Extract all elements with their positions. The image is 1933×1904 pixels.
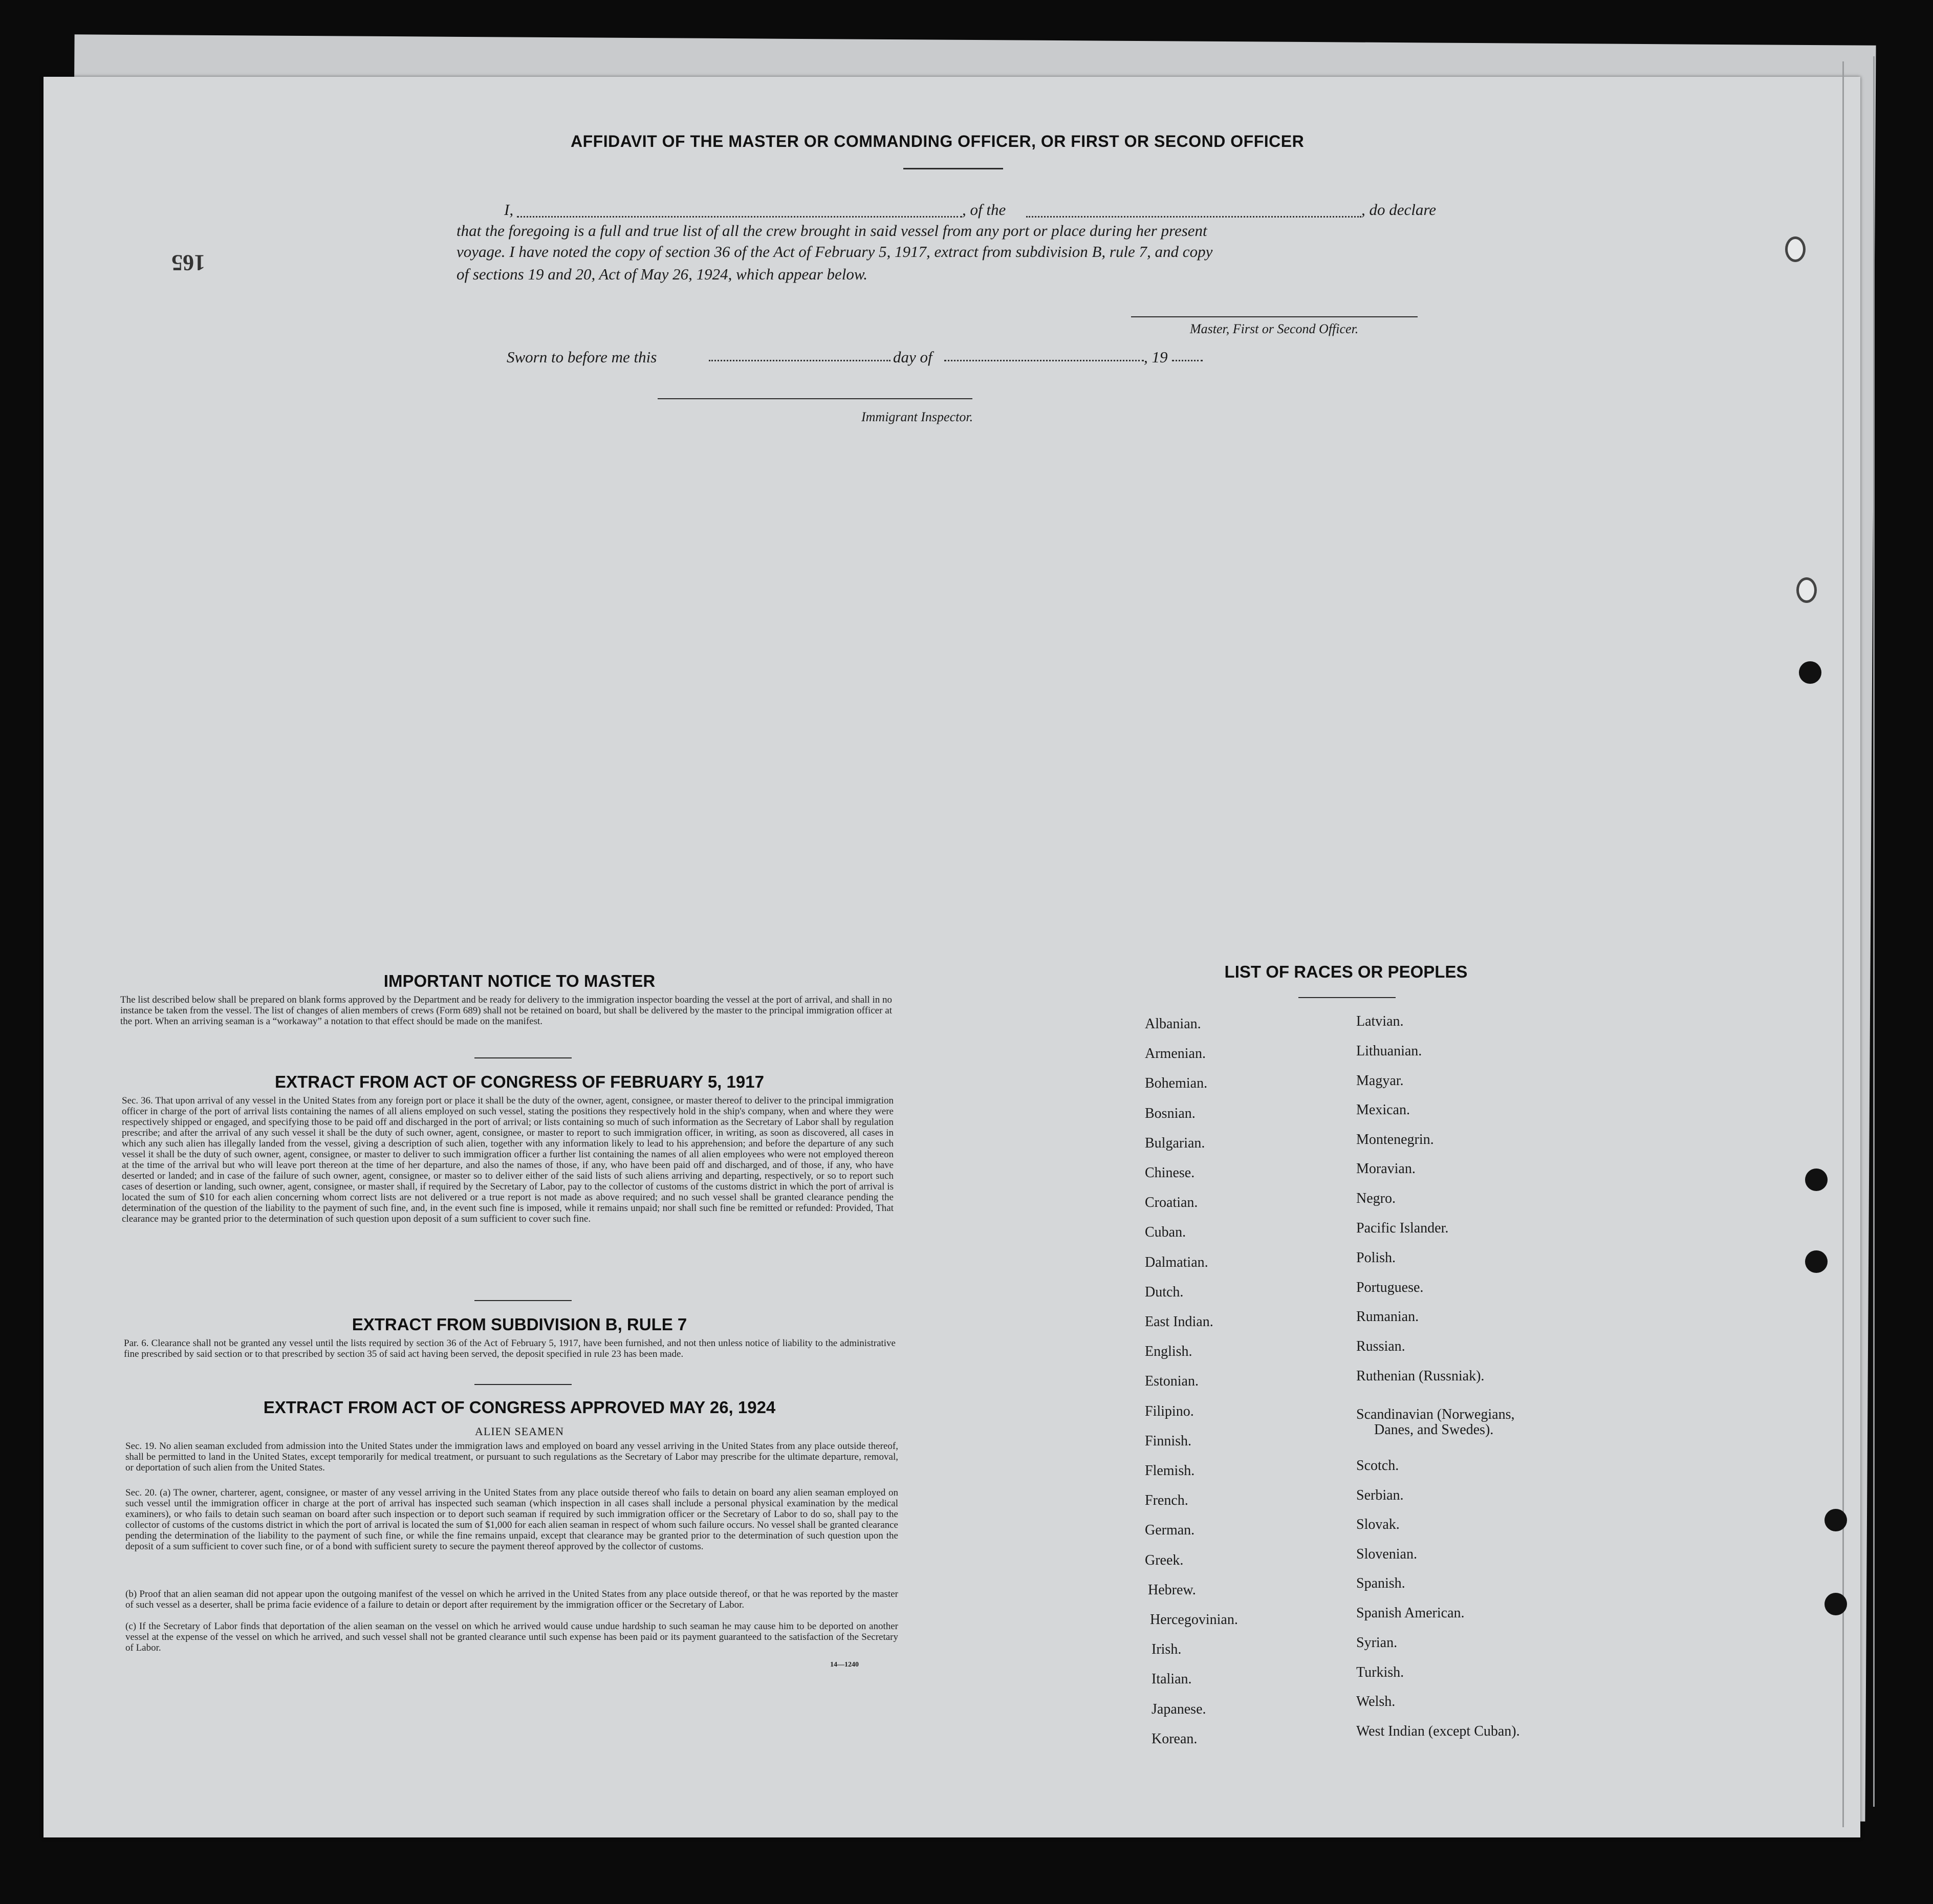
sheet-right-edge-2 (1873, 56, 1875, 1807)
punch-hole (1799, 661, 1821, 684)
punch-hole (1825, 1509, 1847, 1531)
race-item: Russian. (1356, 1338, 1405, 1354)
race-item: Welsh. (1356, 1694, 1396, 1710)
race-item: Italian. (1152, 1671, 1192, 1687)
race-item: Ruthenian (Russniak). (1356, 1368, 1485, 1384)
sec19-text: Sec. 19. No alien seaman excluded from admission into the United States under the immigration laws and employed on board any vessel arriving in the United States from any place outside thereof, shall be permitted to land in the United States, except temporarily for medical treatment, or pursuant to such regulations as the Secretary of Labor may prescribe for the ultimate departure, removal, or deportation of such alien from the United States. (125, 1441, 898, 1473)
sworn-year-field[interactable] (1172, 360, 1203, 361)
race-item: Albanian. (1145, 1016, 1201, 1032)
year-label: , 19 (1144, 348, 1168, 366)
do-declare-label: , do declare (1361, 201, 1437, 219)
race-item: Magyar. (1356, 1073, 1404, 1089)
race-item: Rumanian. (1356, 1309, 1419, 1325)
race-item: Irish. (1152, 1641, 1182, 1658)
affidavit-line2: that the foregoing is a full and true list of all the crew brought in said vessel from any port or place during her present (457, 222, 1207, 240)
extract-1924-title: EXTRACT FROM ACT OF CONGRESS APPROVED MAY 26, 1924 (263, 1398, 776, 1417)
race-item: West Indian (except Cuban). (1356, 1723, 1520, 1739)
affidavit-title: AFFIDAVIT OF THE MASTER OR COMMANDING OFFICER, OR FIRST OR SECOND OFFICER (571, 132, 1305, 150)
document-sheet (44, 77, 1860, 1837)
race-item: Lithuanian. (1356, 1043, 1422, 1059)
race-item: Moravian. (1356, 1161, 1416, 1177)
affidavit-line4: of sections 19 and 20, Act of May 26, 1924, which appear below. (457, 265, 868, 283)
notice-body: The list described below shall be prepared on blank forms approved by the Department and be ready for delivery to the immigration inspector boarding the vessel at the port of arrival, and shall in no instance be taken from the vessel. The list of changes of alien members of crews (Form 689) shall not be retained on board, but shall be delivered by the master to the principal immigration officer at the port. When an arriving seaman is a “workaway” a notation to that effect should be made on the manifest. (120, 994, 892, 1027)
punch-hole (1825, 1593, 1847, 1615)
extract-rule7-body: Par. 6. Clearance shall not be granted any vessel until the lists required by section 36 of the Act of February 5, 1917, have been furnished, and not then unless notice of liability to the administrative fine prescribed by said section or to that prescribed by section 35 of said act having been served, the deposit specified in rule 23 has been made. (124, 1338, 896, 1359)
punch-hole (1805, 1169, 1828, 1191)
of-the-label: , of the (962, 201, 1006, 219)
margin-number: 165 (171, 250, 205, 275)
bleed-through-heading (389, 138, 396, 168)
day-of-label: day of (893, 348, 932, 366)
punch-hole (1796, 577, 1817, 603)
notice-title: IMPORTANT NOTICE TO MASTER (383, 971, 656, 990)
race-item: Flemish. (1145, 1463, 1195, 1479)
notice-divider (474, 1057, 572, 1058)
race-item: Filipino. (1145, 1403, 1194, 1419)
sworn-day-field[interactable] (709, 360, 891, 361)
race-item: Latvian. (1356, 1013, 1404, 1029)
race-item: Greek. (1145, 1552, 1184, 1568)
race-item: Mexican. (1356, 1102, 1410, 1118)
race-item: Danes, and Swedes). (1374, 1422, 1494, 1438)
extract-1917-body: Sec. 36. That upon arrival of any vessel in the United States from any foreign port or place it shall be the duty of the owner, agent, consignee, or master thereof to deliver to the principal immigration officer in charge of the port of arrival lists containing the names of all aliens employed on such vessel, stating the positions they respectively hold in the ship's company, when and where they were respectively shipped or engaged, and specifying those to be paid off and discharged in the port of arrival; or lists containing so much of such information as the Secretary of Labor shall by regulation prescribe; and after the arrival of any such vessel it shall be the duty of such owner, agent, consignee, or master to report to such immigration officer, in writing, as soon as discovered, all cases in which any such alien has illegally landed from the vessel, giving a description of such alien, together with any information likely to lead to his apprehension; and before the departure of any such vessel it shall be the duty of such owner, agent, consignee, or master to deliver to such immigration officer a further list containing the names of all alien employees who were not employed thereon at the time of the arrival but who will leave port thereon at the time of her departure, and also the names of those, if any, who have been paid off and discharged, and of those, if any, who have deserted or landed; and in case of the failure of such owner, agent, consignee, or master so to deliver either of the said lists of such aliens arriving and departing, respectively, or so to report such cases of desertion or landing, such owner, agent, consignee, or master shall, if required by the Secretary of Labor, pay to the collector of customs of the customs district in which the port of arrival is located the sum of $10 for each alien concerning whom correct lists are not delivered or a true report is not made as above required; and no such vessel shall be granted clearance pending the determination of the question of the liability to the payment of such fine, and, in the event such fine is imposed, while it remains unpaid; nor shall such fine be remitted or refunded: Provided, That clearance may be granted prior to the determination of such question upon deposit of a sum sufficient to cover such fine. (122, 1095, 894, 1224)
alien-seamen-subtitle: ALIEN SEAMEN (475, 1425, 564, 1438)
affidavit-i: I, (504, 201, 514, 219)
sheet-right-edge (1842, 61, 1844, 1827)
affidavit-title-rule (903, 168, 1003, 169)
race-item: Dutch. (1145, 1284, 1184, 1300)
race-item: Spanish American. (1356, 1605, 1465, 1621)
race-item: Spanish. (1356, 1575, 1405, 1591)
inspector-label: Immigrant Inspector. (861, 409, 973, 424)
sworn-label: Sworn to before me this (507, 348, 657, 366)
races-title: LIST OF RACES OR PEOPLES (1224, 962, 1468, 981)
race-item: Hercegovinian. (1150, 1612, 1238, 1628)
race-item: Croatian. (1145, 1195, 1198, 1211)
race-item: Negro. (1356, 1191, 1396, 1206)
race-item: French. (1145, 1492, 1188, 1509)
sec20b-text: (b) Proof that an alien seaman did not appear upon the outgoing manifest of the vessel on which he arrived in the United States from any place outside thereof, or that he was reported by the master of such vessel as a deserter, shall be prima facie evidence of a failure to detain or deport after requirement by the immigration officer or the Secretary of Labor. (125, 1589, 898, 1610)
inspector-signature-line[interactable] (658, 398, 972, 399)
race-item: Dalmatian. (1145, 1254, 1208, 1270)
race-item: Syrian. (1356, 1635, 1398, 1651)
race-item: Turkish. (1356, 1664, 1404, 1680)
races-title-rule (1298, 997, 1396, 998)
race-item: Scandinavian (Norwegians, (1356, 1407, 1515, 1422)
affidavit-line3: voyage. I have noted the copy of section 36 of the Act of February 5, 1917, extract from subdivision B, rule 7, and copy (457, 243, 1213, 261)
extract-1917-title: EXTRACT FROM ACT OF CONGRESS OF FEBRUARY 5, 1917 (275, 1072, 764, 1091)
extract-rule7-title: EXTRACT FROM SUBDIVISION B, RULE 7 (352, 1315, 687, 1334)
race-item: Japanese. (1152, 1701, 1206, 1717)
race-item: Polish. (1356, 1250, 1396, 1266)
race-item: East Indian. (1145, 1314, 1213, 1330)
race-item: Slovak. (1356, 1517, 1400, 1532)
race-item: Finnish. (1145, 1433, 1192, 1449)
name-field[interactable] (517, 216, 962, 218)
sworn-month-field[interactable] (944, 360, 1144, 361)
race-item: Serbian. (1356, 1487, 1404, 1503)
sec20a-text: Sec. 20. (a) The owner, charterer, agent, consignee, or master of any vessel arriving in the United States from any place outside thereof who fails to detain on board any alien seaman employed on such vessel until the immigration officer in charge at the port of arrival has inspected such seaman (which inspection in all cases shall include a personal physical examination by the medical examiners), or who fails to detain such seaman on board after such inspection or to deport such seaman if required by such immigration officer or the Secretary of Labor to do so, shall pay to the collector of customs of the customs district in which the port of arrival is located the sum of $1,000 for each alien seaman in respect of whom such failure occurs. No vessel shall be granted clearance pending the determination of the liability to the payment of such fine, or while the fine remains unpaid, except that clearance may be granted prior to the determination of such question upon the deposit of a sum sufficient to cover such fine, or of a bond with sufficient surety to secure the payment thereof approved by the collector of customs. (125, 1487, 898, 1552)
punch-hole (1805, 1250, 1828, 1273)
master-signature-label: Master, First or Second Officer. (1190, 321, 1359, 336)
extract-1917-divider (474, 1300, 572, 1301)
race-item: Bohemian. (1145, 1075, 1208, 1092)
race-item: Armenian. (1145, 1046, 1206, 1062)
extract-rule7-divider (474, 1384, 572, 1385)
race-item: Cuban. (1145, 1224, 1186, 1241)
race-item: Montenegrin. (1356, 1132, 1434, 1148)
form-number: 14—1240 (830, 1661, 859, 1669)
race-item: Portuguese. (1356, 1280, 1424, 1295)
race-item: Korean. (1152, 1730, 1198, 1747)
race-item: Slovenian. (1356, 1546, 1417, 1562)
race-item: Scotch. (1356, 1458, 1399, 1474)
punch-hole (1785, 236, 1806, 262)
race-item: English. (1145, 1344, 1192, 1360)
vessel-field[interactable] (1026, 216, 1361, 218)
race-item: Chinese. (1145, 1165, 1195, 1181)
master-signature-line[interactable] (1131, 316, 1418, 317)
race-item: Hebrew. (1148, 1582, 1196, 1598)
race-item: Estonian. (1145, 1373, 1199, 1390)
race-item: Bulgarian. (1145, 1135, 1205, 1151)
race-item: Pacific Islander. (1356, 1220, 1449, 1236)
race-item: Bosnian. (1145, 1105, 1196, 1121)
sec20c-text: (c) If the Secretary of Labor finds that deportation of the alien seaman on the vessel on which he arrived would cause undue hardship to such seaman he may cause him to be deported on another vessel at the expense of the vessel on which he arrived, and such vessel shall not be granted clearance until such expense has been paid or its payment guaranteed to the satisfaction of the Secretary of Labor. (125, 1621, 898, 1653)
race-item: German. (1145, 1522, 1195, 1539)
